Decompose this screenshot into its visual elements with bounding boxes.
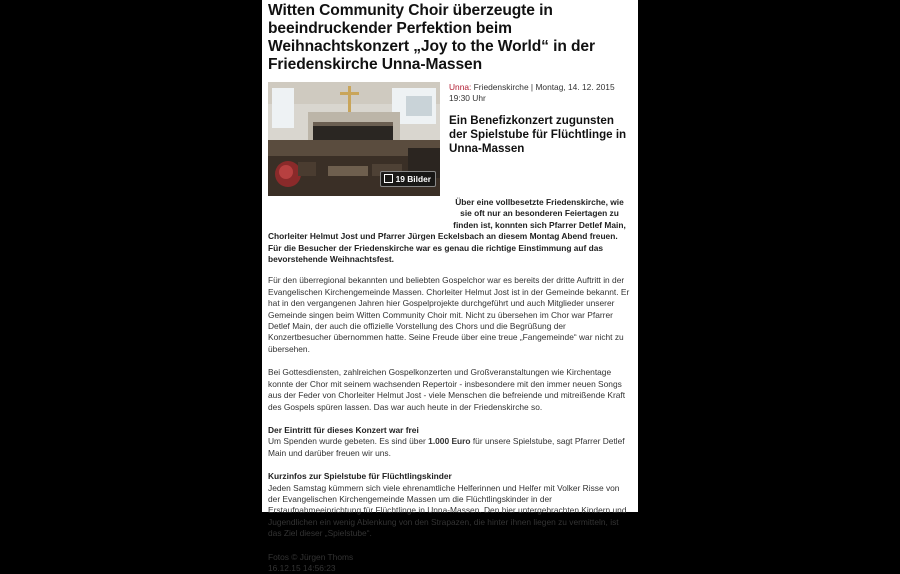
article-photo[interactable] [268, 82, 440, 196]
section-2-text: Jeden Samstag kümmern sich viele ehrenamtliche Helferinnen und Helfer mit Volker Risse von der Evangelischen Kirchengemeinde Massen um die Flüchtlingskinder in der Erstaufnahmeeinrichtung für Flüchtlinge in Unna-Massen. Den hier untergebrachten Kindern und Jugendlichen ein wenig Ablenkung von den Strapazen, die hinter ihnen liegen zu vermitteln, ist das Ziel dieser „Spielstube“. [268, 482, 627, 539]
donation-amount: 1.000 Euro [428, 436, 471, 447]
article-page [262, 0, 638, 573]
section-2 [268, 471, 630, 539]
section-1 [268, 425, 630, 459]
article-title: Witten Community Choir überzeugte in beeindruckender Perfektion beim Weihnachtskonzert „Joy to the World“ in der Friedenskirche Unna-Massen [268, 2, 595, 73]
gallery-count: 19 Bilder [395, 174, 431, 184]
article-footer [268, 552, 630, 574]
photo-credit: Fotos © Jürgen Thoms [268, 551, 354, 562]
article-content [268, 0, 630, 574]
article-subtitle: Ein Benefizkonzert zugunsten der Spielstube für Flüchtlinge in Unna-Massen [449, 114, 627, 155]
gallery-badge[interactable] [380, 171, 436, 187]
section-1-text-pre: Um Spenden wurde gebeten. Es sind über [268, 436, 429, 447]
section-2-heading: Kurzinfos zur Spielstube für Flüchtlingskinder [268, 471, 452, 482]
paragraph-2: Bei Gottesdiensten, zahlreichen Gospelkonzerten und Großveranstaltungen wie Kirchentage konnte der Chor mit seinem wachsenden Repertoir - insbesondere mit den immer neuen Songs aus der Feder von Chorleiter Helmut Jost - viele Menschen die befreiende und mitreißende Kraft des Gospels spüren lassen. Das war auch heute in der Friedenskirche so. [268, 367, 626, 412]
article-timestamp: 16.12.15 14:56:23 [268, 562, 336, 573]
article-date: Friedenskirche | Montag, 14. 12. 2015 19:30 Uhr [449, 82, 615, 104]
gallery-icon [384, 174, 393, 183]
article-lead [268, 197, 630, 265]
article-location[interactable]: Unna: [449, 82, 472, 92]
section-1-heading: Der Eintritt für dieses Konzert war frei [268, 424, 419, 435]
lead-second-part: Chorleiter Helmut Jost und Pfarrer Jürgen Eckelsbach an diesem Montag Abend freuen. Für die Besucher der Friedenskirche war es genau die richtige Einstimmung auf das bevorstehende Weihnachtsfest. [268, 231, 618, 265]
lead-first-part: Über eine vollbesetzte Friedenskirche, wie sie oft nur an besonderen Feiertagen zu finden ist, konnten sich Pfarrer Detlef Main, [453, 197, 626, 230]
article-meta [449, 82, 630, 105]
section-1-text-post: für unsere Spielstube, sagt Pfarrer Detlef Main und darüber freuen wir uns. [268, 436, 625, 458]
paragraph-1: Für den überregional bekannten und beliebten Gospelchor war es bereits der dritte Auftritt in der Evangelischen Kirchengemeinde Massen. Chorleiter Helmut Jost ist in der Gemeinde bekannt. Er hat in den vergangenen Jahren hier Gospelprojekte durchgeführt und auch Mitglieder unserer Gemeinde singen beim Witten Community Choir mit. Nicht zu übersehen im Chor war Pfarrer Detlef Main, der auch die offizielle Vorstellung des Chors und die Begrüßung der Konzertbesucher übernommen hatte. Seine Freude über eine treue „Fangemeinde“ war nicht zu übersehen. [268, 275, 630, 354]
article-header-block [268, 82, 630, 197]
